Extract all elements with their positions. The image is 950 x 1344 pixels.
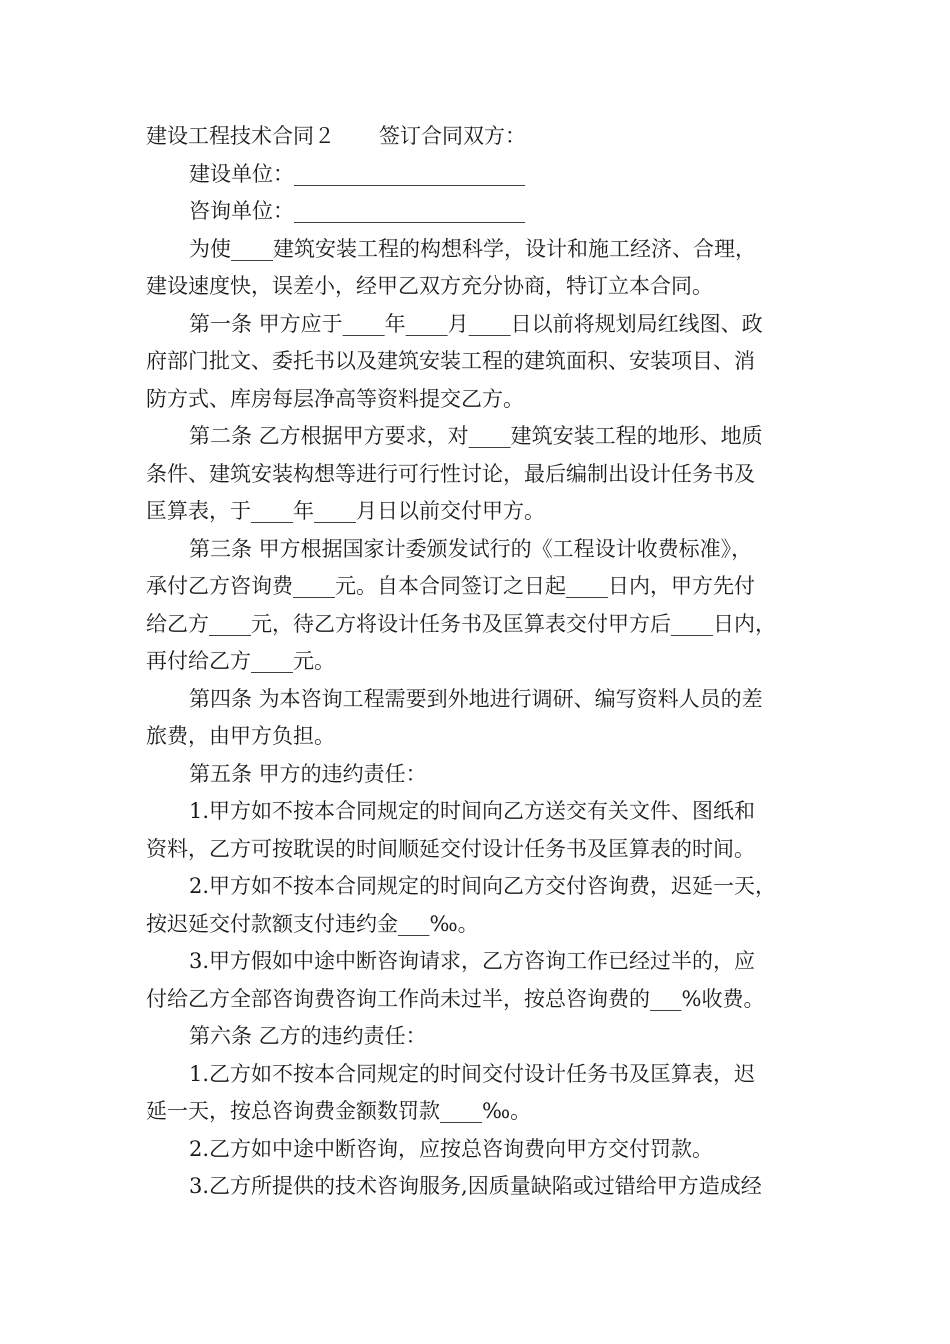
article-6-item-line: 3.乙方所提供的技术咨询服务,因质量缺陷或过错给甲方造成经: [189, 1174, 762, 1198]
article-5-item-line: 3.甲方假如中途中断咨询请求，乙方咨询工作已经过半的，应: [189, 949, 756, 973]
article-3-line: 承付乙方咨询费____元。自本合同签订之日起____日内，甲方先付: [146, 574, 755, 598]
article-3-line: 给乙方____元，待乙方将设计任务书及匡算表交付甲方后____日内，: [146, 611, 776, 636]
article-4-line: 第四条 为本咨询工程需要到外地进行调研、编写资料人员的差: [189, 686, 763, 711]
article-2-line: 匡算表，于____年____月日以前交付甲方。: [146, 499, 545, 523]
article-5-item-line: 付给乙方全部咨询费咨询工作尚未过半，按总咨询费的___%收费。: [146, 986, 765, 1011]
article-5-item-line: 按迟延交付款额支付违约金___‰。: [146, 911, 479, 936]
article-1-line: 第一条 甲方应于____年____月____日以前将规划局红线图、政: [189, 311, 763, 336]
article-3-line: 第三条 甲方根据国家计委颁发试行的《工程设计收费标准》，: [189, 536, 753, 561]
article-2-line: 第二条 乙方根据甲方要求，对____建筑安装工程的地形、地质: [189, 424, 763, 448]
article-1-line: 府部门批文、委托书以及建筑安装工程的建筑面积、安装项目、消: [146, 349, 755, 373]
article-4-line: 旅费，由甲方负担。: [146, 724, 335, 748]
paragraph-line: 建设速度快，误差小，经甲乙双方充分协商，特订立本合同。: [146, 274, 713, 298]
title-line: [146, 118, 826, 156]
parties-heading: 签订合同双方：: [379, 124, 526, 148]
article-6-item-line: 1.乙方如不按本合同规定的时间交付设计任务书及匡算表，迟: [189, 1061, 756, 1086]
article-5-item-line: 资料，乙方可按耽误的时间顺延交付设计任务书及匡算表的时间。: [146, 836, 755, 861]
article-3-line: 再付给乙方____元。: [146, 649, 335, 673]
field-construction-unit: 建设单位：______________________: [189, 161, 525, 186]
paragraph-line: 为使____建筑安装工程的构想科学，设计和施工经济、合理，: [189, 236, 756, 261]
article-6-item-line: 延一天，按总咨询费金额数罚款____‰。: [146, 1099, 532, 1123]
article-5-heading: 第五条 甲方的违约责任：: [189, 761, 427, 786]
contract-document: [146, 118, 826, 1206]
article-1-line: 防方式、库房每层净高等资料提交乙方。: [146, 386, 524, 411]
article-6-item-line: 2.乙方如中途中断咨询，应按总咨询费向甲方交付罚款。: [189, 1136, 714, 1161]
article-2-line: 条件、建筑安装构想等进行可行性讨论，最后编制出设计任务书及: [146, 461, 755, 486]
article-5-item-line: 2.甲方如不按本合同规定的时间向乙方交付咨询费，迟延一天，: [189, 874, 777, 898]
document-title: 建设工程技术合同２: [146, 124, 335, 148]
article-6-heading: 第六条 乙方的违约责任：: [189, 1024, 427, 1048]
field-consulting-unit: 咨询单位：______________________: [189, 199, 525, 223]
article-5-item-line: 1.甲方如不按本合同规定的时间向乙方送交有关文件、图纸和: [189, 799, 756, 823]
